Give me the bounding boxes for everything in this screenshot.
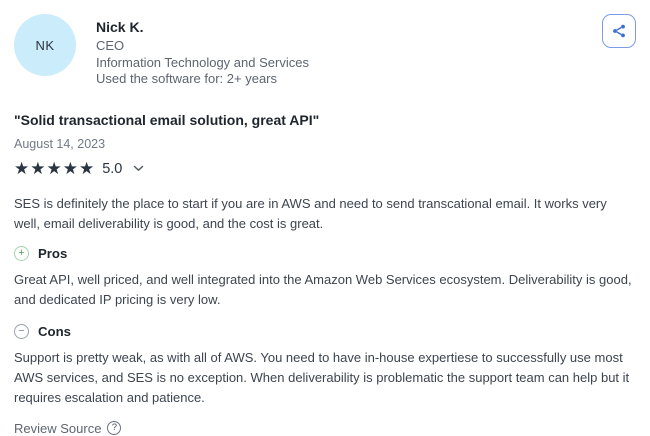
- rating-row: [14, 160, 636, 178]
- review-date: August 14, 2023: [14, 136, 106, 151]
- reviewer-info: [96, 14, 309, 88]
- review-header: [14, 14, 636, 88]
- reviewer-name: Nick K.: [96, 19, 144, 35]
- review-source-label: Review Source: [14, 420, 102, 436]
- share-icon: [611, 23, 627, 39]
- chevron-down-icon: [133, 165, 144, 172]
- pros-text: Great API, well priced, and well integrated into the Amazon Web Services ecosystem. Deliverability is good, and dedicated IP pricing is very low.: [14, 271, 632, 307]
- cons-header: [14, 324, 636, 339]
- cons-text: Support is pretty weak, as with all of AWS. You need to have in-house expertiese to successfully use most AWS services, and SES is no exception. When deliverability is problematic the support team can help but it requires escalation and patience.: [14, 349, 630, 405]
- plus-circle-icon: +: [14, 246, 29, 261]
- reviewer-industry: Information Technology and Services: [96, 54, 309, 70]
- pros-label: Pros: [38, 245, 68, 261]
- review-body: SES is definitely the place to start if you are in AWS and need to send transcational email. It works very well, email deliverability is good, and the cost is great.: [14, 195, 607, 231]
- reviewer-usage: Used the software for: 2+ years: [96, 71, 278, 86]
- review-title: "Solid transactional email solution, great API": [14, 111, 320, 128]
- pros-header: [14, 246, 636, 261]
- minus-circle-icon: −: [14, 324, 29, 339]
- avatar-initials: NK: [35, 37, 55, 53]
- question-mark-circle-icon[interactable]: ?: [107, 421, 121, 435]
- rating-expand-button[interactable]: [131, 163, 146, 174]
- star-rating: ★★★★★: [14, 158, 96, 178]
- avatar: [14, 14, 76, 76]
- share-button[interactable]: [602, 14, 636, 48]
- cons-label: Cons: [38, 323, 71, 339]
- rating-value: 5.0: [102, 160, 123, 177]
- review-source-row: [14, 421, 636, 436]
- reviewer-role: CEO: [96, 38, 125, 53]
